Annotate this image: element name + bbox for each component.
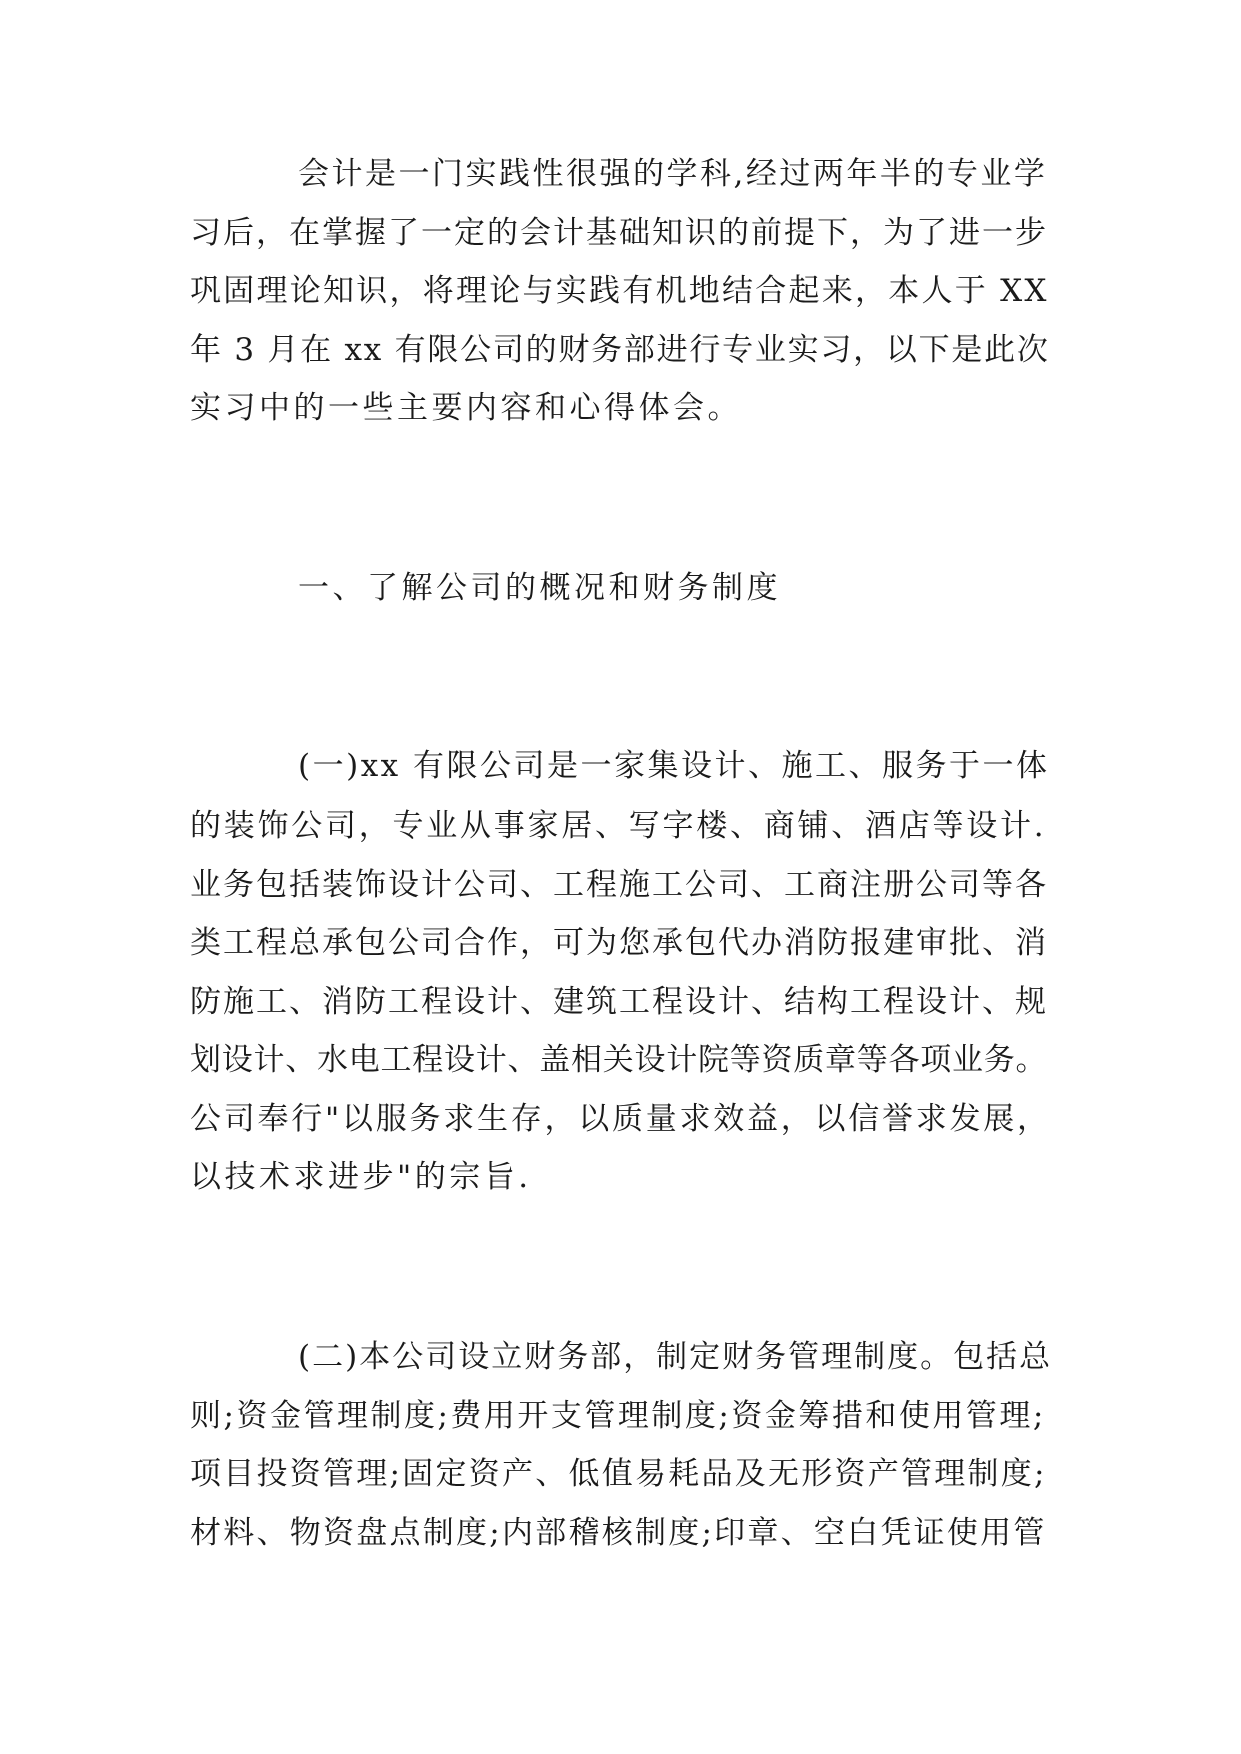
section-heading: 一、了解公司的概况和财务制度 (298, 570, 781, 606)
sub2-line-3: 项目投资管理;固定资产、低值易耗品及无形资产管理制度; (190, 1456, 1047, 1492)
intro-line-3: 巩固理论知识，将理论与实践有机地结合起来，本人于 XX (190, 273, 1049, 309)
sub1-line-2: 的装饰公司，专业从事家居、写字楼、商铺、酒店等设计. (190, 808, 1047, 844)
sub1-line-4: 类工程总承包公司合作，可为您承包代办消防报建审批、消 (190, 925, 1048, 961)
intro-line-5: 实习中的一些主要内容和心得体会。 (190, 390, 742, 426)
intro-line-1: 会计是一门实践性很强的学科,经过两年半的专业学 (298, 156, 1048, 192)
sub2-line-2: 则;资金管理制度;费用开支管理制度;资金筹措和使用管理; (190, 1398, 1046, 1434)
sub2-line-1: (二)本公司设立财务部，制定财务管理制度。包括总 (298, 1339, 1053, 1375)
sub2-line-4: 材料、物资盘点制度;内部稽核制度;印章、空白凭证使用管 (190, 1515, 1047, 1551)
sub1-line-3: 业务包括装饰设计公司、工程施工公司、工商注册公司等各 (190, 867, 1048, 903)
sub1-line-6: 划设计、水电工程设计、盖相关设计院等资质章等各项业务。 (190, 1042, 1048, 1078)
intro-line-4: 年 3 月在 xx 有限公司的财务部进行专业实习，以下是此次 (190, 332, 1050, 368)
sub1-line-1: (一)xx 有限公司是一家集设计、施工、服务于一体 (298, 748, 1050, 784)
sub1-line-7: 公司奉行"以服务求生存，以质量求效益，以信誉求发展， (190, 1101, 1051, 1137)
sub1-line-5: 防施工、消防工程设计、建筑工程设计、结构工程设计、规 (190, 984, 1048, 1020)
intro-line-2: 习后，在掌握了一定的会计基础知识的前提下，为了进一步 (190, 215, 1048, 251)
sub1-line-8: 以技术求进步"的宗旨. (190, 1159, 532, 1195)
